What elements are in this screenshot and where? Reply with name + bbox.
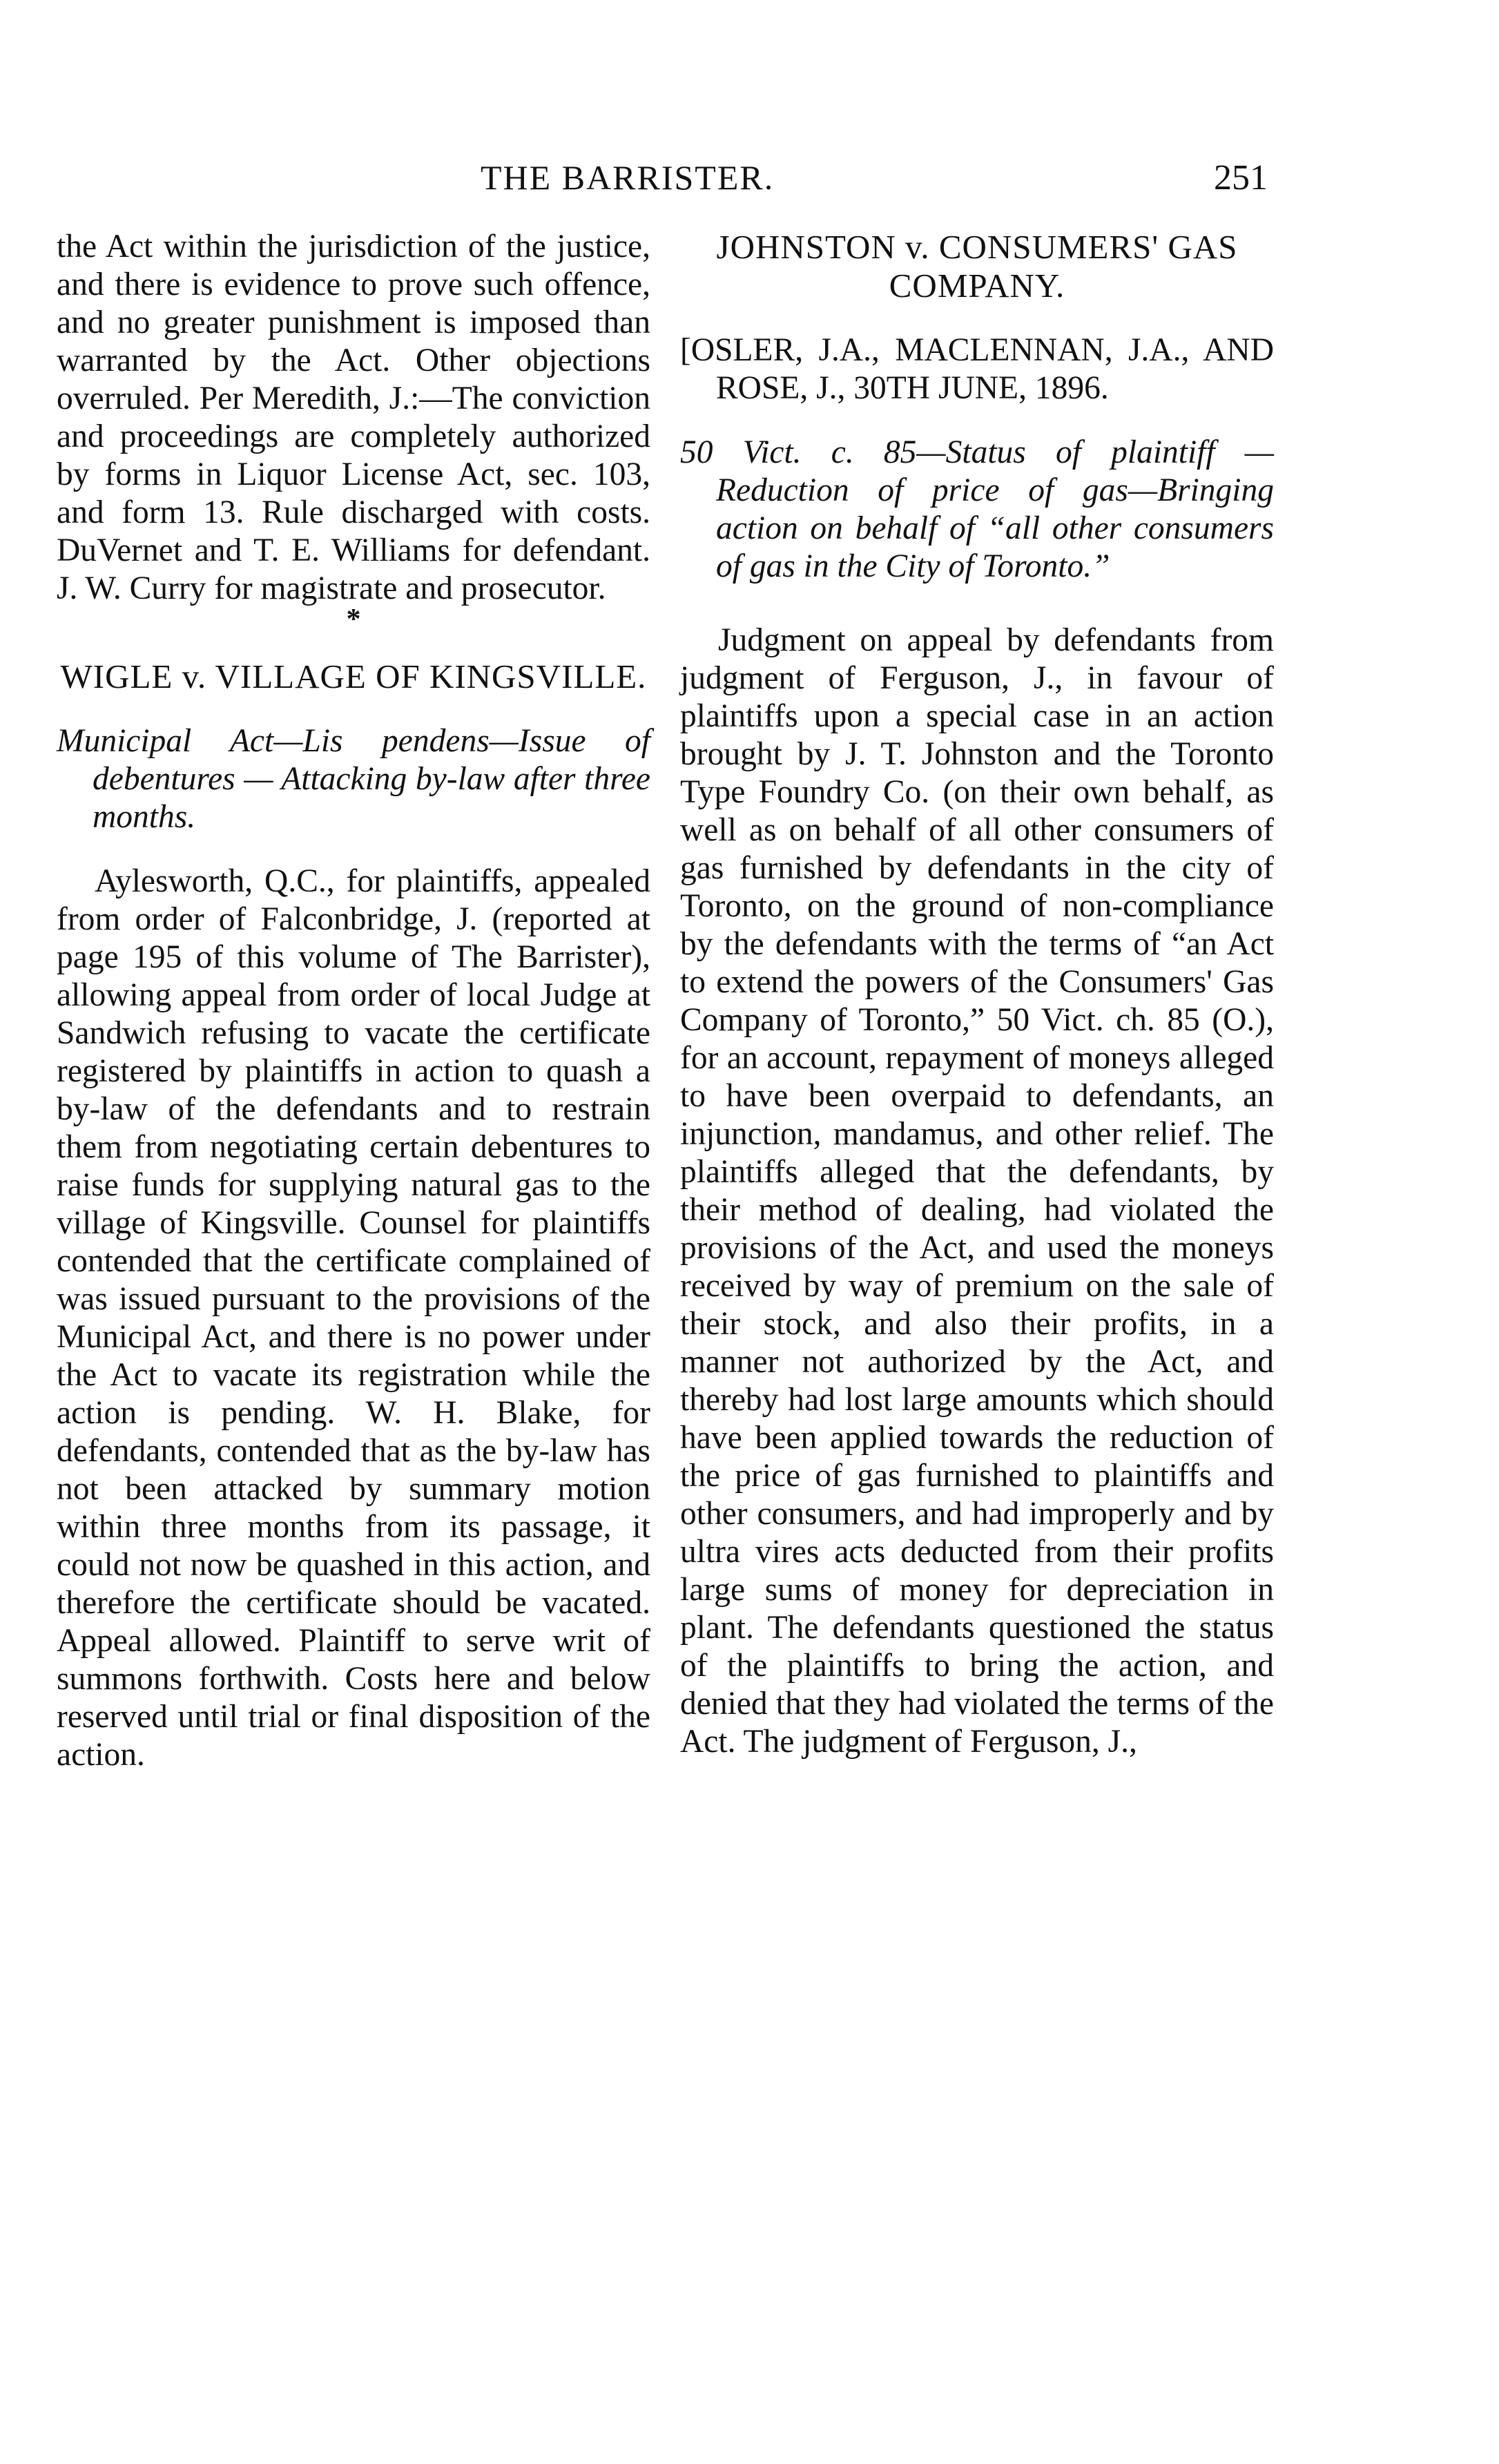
body-paragraph-wigle: Aylesworth, Q.C., for plaintiffs, appealed from order of Falconbridge, J. (reported at page 195 of this volume of The Barrister), allowing appeal from order of local Judge at Sandwich refusing to vacate the certificate registered by plaintiffs in action to quash a by-law of the defendants and to restrain them from negotiating certain debentures to raise funds for supplying natural gas to the village of Kingsville. Counsel for plaintiffs contended that the certificate complained of was issued pursuant to the provisions of the Municipal Act, and there is no power under the Act to vacate its registration while the action is pending. W. H. Blake, for defendants, contended that as the by-law has not been attacked by summary motion within three months from its passage, it could not now be quashed in this action, and therefore the certificate should be vacated. Appeal allowed. Plaintiff to serve writ of summons forthwith. Costs here and below reserved until trial or final disposition of the action. [57,863,650,1773]
page-number: 251 [1214,158,1268,198]
carryover-paragraph: the Act within the jurisdiction of the justice, and there is evidence to prove such offence, and no greater punishment is imposed than warranted by the Act. Other objections overruled. Per Meredith, J.:—The conviction and proceedings are completely authorized by forms in Liquor License Act, sec. 103, and form 13. Rule discharged with costs. DuVernet and T. E. Williams for defendant. J. W. Curry for magistrate and prosecutor. [57,229,650,606]
page-header [66,157,1268,206]
headnote-johnston: 50 Vict. c. 85—Status of plaintiff —Reduction of price of gas—Bringing action on behalf of “all other consumers of gas in the City of Toronto.” [680,434,1274,584]
headnote-wigle: Municipal Act—Lis pendens—Issue of debentures — Attacking by-law after three months. [57,723,650,835]
section-separator: * [346,604,361,635]
right-column [680,228,1274,1761]
body-paragraph-johnston: Judgment on appeal by defendants from judgment of Ferguson, J., in favour of plaintiffs upon a special case in an action brought by J. T. Johnston and the Toronto Type Foundry Co. (on their own behalf, as well as on behalf of all other consumers of gas furnished by defendants in the city of Toronto, on the ground of non-compliance by the defendants with the terms of “an Act to extend the powers of the Consumers' Gas Company of Toronto,” 50 Vict. ch. 85 (O.), for an account, repayment of moneys alleged to have been overpaid to defendants, an injunction, mandamus, and other relief. The plaintiffs alleged that the defendants, by their method of dealing, had violated the provisions of the Act, and used the moneys received by way of premium on the sale of their stock, and also their profits, in a manner not authorized by the Act, and thereby had lost large amounts which should have been applied towards the reduction of the price of gas furnished to plaintiffs and other consumers, and had improperly and by ultra vires acts deducted from their profits large sums of money for depreciation in plant. The defendants questioned the status of the plaintiffs to bring the action, and denied that they had violated the terms of the Act. The judgment of Ferguson, J., [680,622,1274,1760]
court-line: [OSLER, J.A., MACLENNAN, J.A., AND ROSE, J., 30TH JUNE, 1896. [680,332,1274,406]
case-title-johnston: JOHNSTON v. CONSUMERS' GAS COMPANY. [716,228,1238,305]
running-title: THE BARRISTER. [481,158,775,197]
left-column [57,228,650,1774]
case-title-wigle: WIGLE v. VILLAGE OF KINGSVILLE. [60,657,647,695]
